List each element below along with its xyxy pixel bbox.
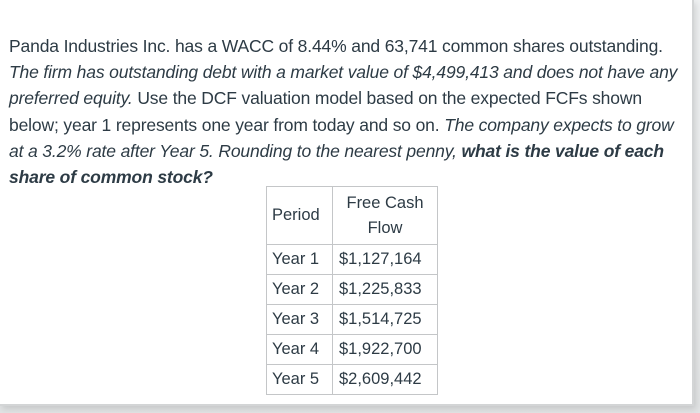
fcf-cell: $1,127,164 [333, 245, 438, 275]
period-cell: Year 2 [267, 275, 333, 305]
question-sentence-4: The company expects to grow at a 3.2% rate after Year 5. [9, 114, 674, 161]
table-row [267, 335, 438, 365]
fcf-cell: $2,609,442 [333, 365, 438, 395]
question-sentence-3: Use the DCF valuation model based on the expected FCFs shown below; year 1 represents one year from today and so on. [9, 88, 642, 135]
period-cell: Year 5 [267, 365, 333, 395]
table-header-row [267, 187, 438, 245]
table-row [267, 305, 438, 335]
question-text [9, 33, 689, 190]
table-row [267, 365, 438, 395]
period-cell: Year 1 [267, 245, 333, 275]
question-sentence-1: Panda Industries Inc. has a WACC of 8.44% and 63,741 common shares outstanding. [9, 36, 663, 56]
period-cell: Year 3 [267, 305, 333, 335]
question-sentence-2: The firm has outstanding debt with a market value of $4,499,413 and does not have any preferred equity. [9, 62, 678, 109]
fcf-header-line-1: Free Cash [346, 193, 424, 212]
fcf-header-line-2: Flow [367, 218, 403, 237]
fcf-table [266, 186, 438, 395]
period-header: Period [267, 187, 333, 245]
fcf-cell: $1,225,833 [333, 275, 438, 305]
table-row [267, 245, 438, 275]
fcf-header [333, 187, 438, 245]
question-prompt: what is the value of each share of common stock? [9, 140, 664, 188]
table-row [267, 275, 438, 305]
fcf-cell: $1,922,700 [333, 335, 438, 365]
fcf-cell: $1,514,725 [333, 305, 438, 335]
period-cell: Year 4 [267, 335, 333, 365]
question-sentence-5: Rounding to the nearest penny, [218, 140, 457, 161]
